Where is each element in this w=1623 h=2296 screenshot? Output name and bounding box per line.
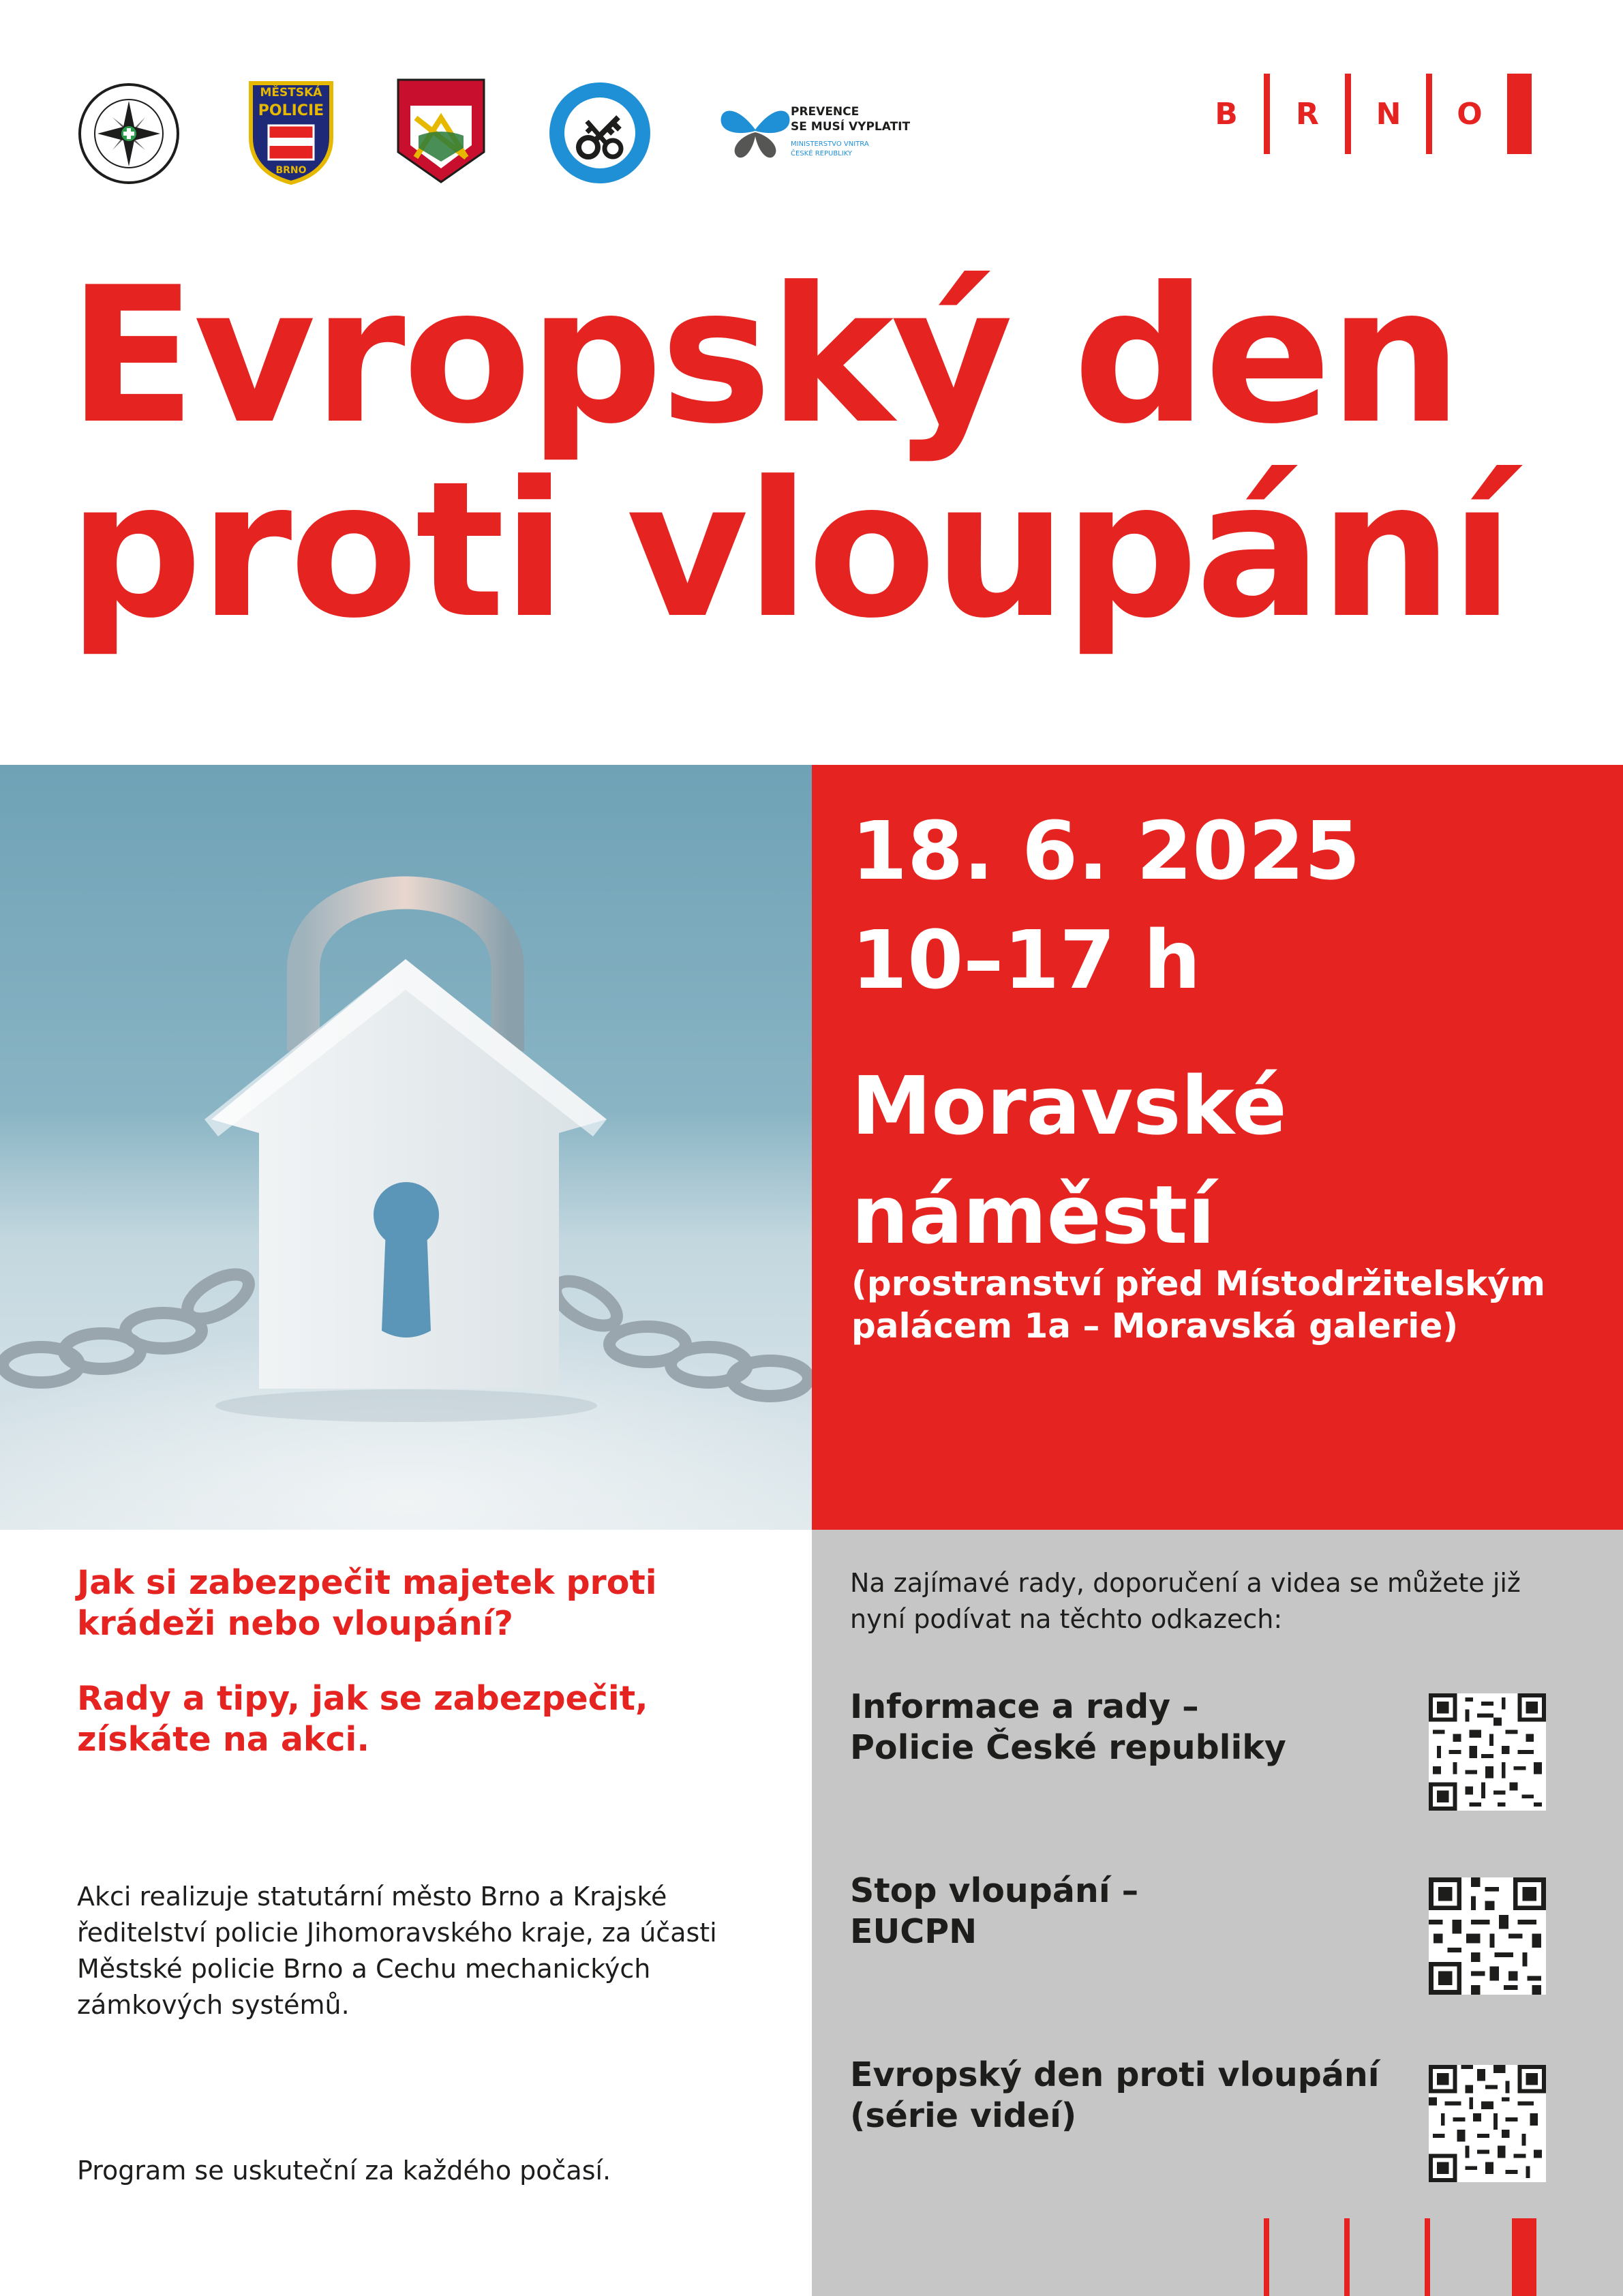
prevence-line2: SE MUSÍ VYPLATIT	[791, 120, 911, 134]
page-title	[68, 247, 1512, 659]
event-place-detail: (prostranství před Místodržitelským palácem 1a – Moravská galerie)	[851, 1264, 1545, 1346]
brno-letter-r: R	[1296, 96, 1319, 132]
event-date: 18. 6. 2025	[851, 804, 1361, 898]
link-label-line2: Policie České republiky	[850, 1728, 1286, 1767]
link-label-line2: (série videí)	[850, 2096, 1077, 2135]
jmk-coat-of-arms-logo	[395, 77, 487, 185]
organizers-text: Akci realizuje statutární město Brno a Krajské ředitelství policie Jihomoravského kraje, za účasti Městské policie Brno a Cechu mechanických zámkových systémů.	[77, 1882, 717, 2020]
decorative-bar	[1344, 2218, 1350, 2296]
links-intro: Na zajímavé rady, doporučení a videa se můžete již nyní podívat na těchto odkazech:	[850, 1568, 1521, 1634]
event-datetime	[851, 796, 1361, 1014]
decorative-bar	[1512, 2218, 1536, 2296]
link-video-series[interactable]	[850, 2055, 1409, 2136]
mestska-policie-line2: POLICIE	[258, 102, 324, 119]
event-time: 10–17 h	[851, 913, 1201, 1007]
weather-note: Program se uskuteční za každého počasí.	[77, 2156, 611, 2186]
link-label-line1: Stop vloupání –	[850, 1871, 1139, 1910]
padlock-house-photo	[0, 765, 812, 1530]
cech-mechanickych-zamkovych-systemu-logo	[547, 80, 653, 186]
link-label-line1: Evropský den proti vloupání	[850, 2055, 1380, 2094]
prevence-line1: PREVENCE	[791, 105, 860, 119]
mestska-policie-line1: MĚSTSKÁ	[260, 86, 322, 100]
brno-bar	[1264, 74, 1270, 154]
bottom-decorative-bars	[1264, 2218, 1536, 2296]
brno-bar	[1426, 74, 1432, 154]
decorative-bar	[1425, 2218, 1430, 2296]
brno-letter-b: B	[1215, 96, 1238, 132]
decorative-bar	[1264, 2218, 1269, 2296]
title-line-2: proti vloupání	[68, 441, 1512, 659]
qr-code-stop-vloupani[interactable]	[1429, 1877, 1546, 1995]
links-panel	[812, 1530, 1623, 2296]
brno-letter-o: O	[1457, 96, 1483, 132]
event-place-line2: náměstí	[851, 1168, 1215, 1262]
prevence-line4: ČESKÉ REPUBLIKY	[791, 150, 853, 157]
link-label-line2: EUCPN	[850, 1912, 977, 1951]
qr-code-police-info[interactable]	[1429, 1693, 1546, 1811]
prevence-line3: MINISTERSTVO VNITRA	[791, 140, 869, 148]
title-line-1: Evropský den	[68, 247, 1460, 465]
prevence-logo	[714, 95, 911, 170]
security-question: Jak si zabezpečit majetek proti krádeži nebo vloupání?	[77, 1563, 657, 1643]
brno-logo	[1207, 74, 1532, 154]
tips-text: Rady a tipy, jak se zabezpečit, získáte na akci.	[77, 1679, 648, 1759]
link-label-line1: Informace a rady –	[850, 1687, 1199, 1726]
event-info-panel	[812, 765, 1623, 1530]
qr-code-video-series[interactable]	[1429, 2065, 1546, 2182]
mestska-policie-line3: BRNO	[275, 165, 307, 176]
brno-letter-n: N	[1376, 96, 1401, 132]
brno-bar	[1507, 74, 1532, 154]
policie-cr-logo	[77, 82, 181, 185]
brno-bar	[1345, 74, 1351, 154]
event-place-line1: Moravské	[851, 1059, 1287, 1153]
link-stop-vloupani[interactable]	[850, 1871, 1409, 1952]
event-place	[851, 1051, 1287, 1269]
link-police-info[interactable]	[850, 1687, 1409, 1768]
